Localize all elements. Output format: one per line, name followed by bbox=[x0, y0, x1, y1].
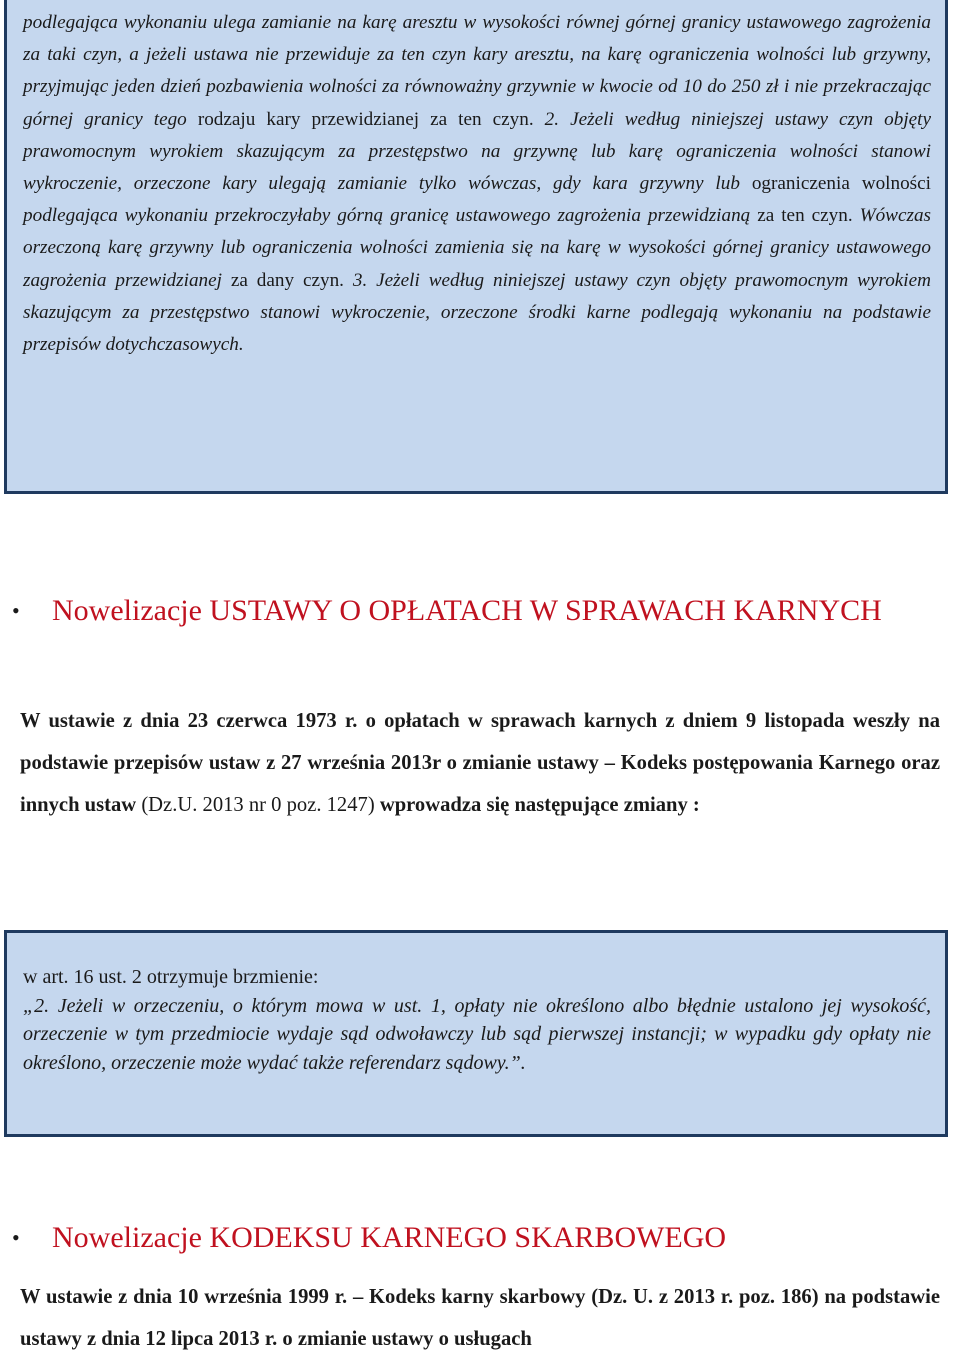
text-segment: ograniczenia wolności bbox=[751, 173, 931, 195]
amendment-text-box bbox=[4, 930, 948, 1137]
text-segment: podlegająca wykonaniu przekroczyłaby górną granicę ustawowego zagrożenia przewidzianą bbox=[23, 205, 751, 227]
section-intro-oplaty bbox=[20, 700, 940, 826]
section-intro-kks: W ustawie z dnia 10 września 1999 r. – Kodeks karny skarbowy (Dz. U. z 2013 r. poz. 186) na podstawie ustawy z dnia 12 lipca 2013 r. o zmianie ustawy o usługach bbox=[20, 1286, 940, 1350]
text-segment: 2. Jeżeli według niniejszej ustawy czyn objęty prawomocnym wyrokiem skazującym za przestępstwo na grzywnę lub karę ograniczenia wolności stanowi wykroczenie, orzeczone kary ulegają zamianie tylko wówczas, gdy kara grzywny lub bbox=[23, 108, 932, 195]
quoted-text-box bbox=[4, 0, 948, 494]
heading-text: Nowelizacje KODEKSU KARNEGO SKARBOWEGO bbox=[52, 1221, 727, 1254]
amendment-intro: w art. 16 ust. 2 otrzymuje brzmienie: bbox=[23, 966, 319, 988]
text-segment: podlegająca wykonaniu ulega zamianie na karę aresztu w wysokości równej górnej granicy ustawowego zagrożenia za taki czyn, a jeżeli ustawa nie przewiduje za ten czyn kary aresztu, na karę ograniczenia wolności lub grzywny, przyjmując jeden dzień pozbawienia wolności za równoważny grzywnie w kwocie od 10 do 250 zł i nie przekraczając górnej granicy tego bbox=[23, 12, 931, 130]
text-segment: rodzaju kary przewidzianej za ten czyn. bbox=[197, 108, 534, 130]
text-segment: 3. Jeżeli według niniejszej ustawy czyn objęty prawomocnym wyrokiem skazującym za przestępstwo stanowi wykroczenie, orzeczone środki karne podlegają wykonaniu na podstawie przepisów dotychczasowych. bbox=[23, 269, 932, 356]
section-heading-oplaty bbox=[12, 589, 940, 633]
intro-bold-text: W ustawie z dnia 23 czerwca 1973 r. o opłatach w sprawach karnych z dniem 9 listopada weszły na podstawie przepisów ustaw z 27 września 2013r o zmianie ustawy – Kodeks postępowania Karnego oraz innych ustaw bbox=[20, 710, 940, 816]
text-segment: za ten czyn. bbox=[757, 205, 853, 227]
intro-bold-text: wprowadza się następujące zmiany : bbox=[379, 794, 700, 816]
quoted-paragraph bbox=[23, 7, 931, 361]
text-segment: Wówczas orzeczoną karę grzywny lub ograniczenia wolności zamienia się na karę w wysokości górnej granicy ustawowego zagrożenia przewidzianej bbox=[23, 205, 932, 291]
bullet-icon: • bbox=[12, 598, 20, 623]
amendment-quote: „2. Jeżeli w orzeczeniu, o którym mowa w ust. 1, opłaty nie określono albo błędnie ustalono jej wysokość, orzeczenie w tym przedmiocie wydaje sąd odwoławczy lub sąd pierwszej instancji; w wypadku gdy opłaty nie określono, orzeczenie może wydać także referendarz sądowy.”. bbox=[23, 994, 931, 1074]
section-heading-kks bbox=[12, 1216, 940, 1260]
bullet-icon: • bbox=[12, 1225, 20, 1250]
intro-citation: (Dz.U. 2013 nr 0 poz. 1247) bbox=[141, 794, 375, 816]
heading-text: Nowelizacje USTAWY O OPŁATACH W SPRAWACH KARNYCH bbox=[52, 594, 882, 627]
text-segment: za dany czyn. bbox=[230, 269, 344, 291]
